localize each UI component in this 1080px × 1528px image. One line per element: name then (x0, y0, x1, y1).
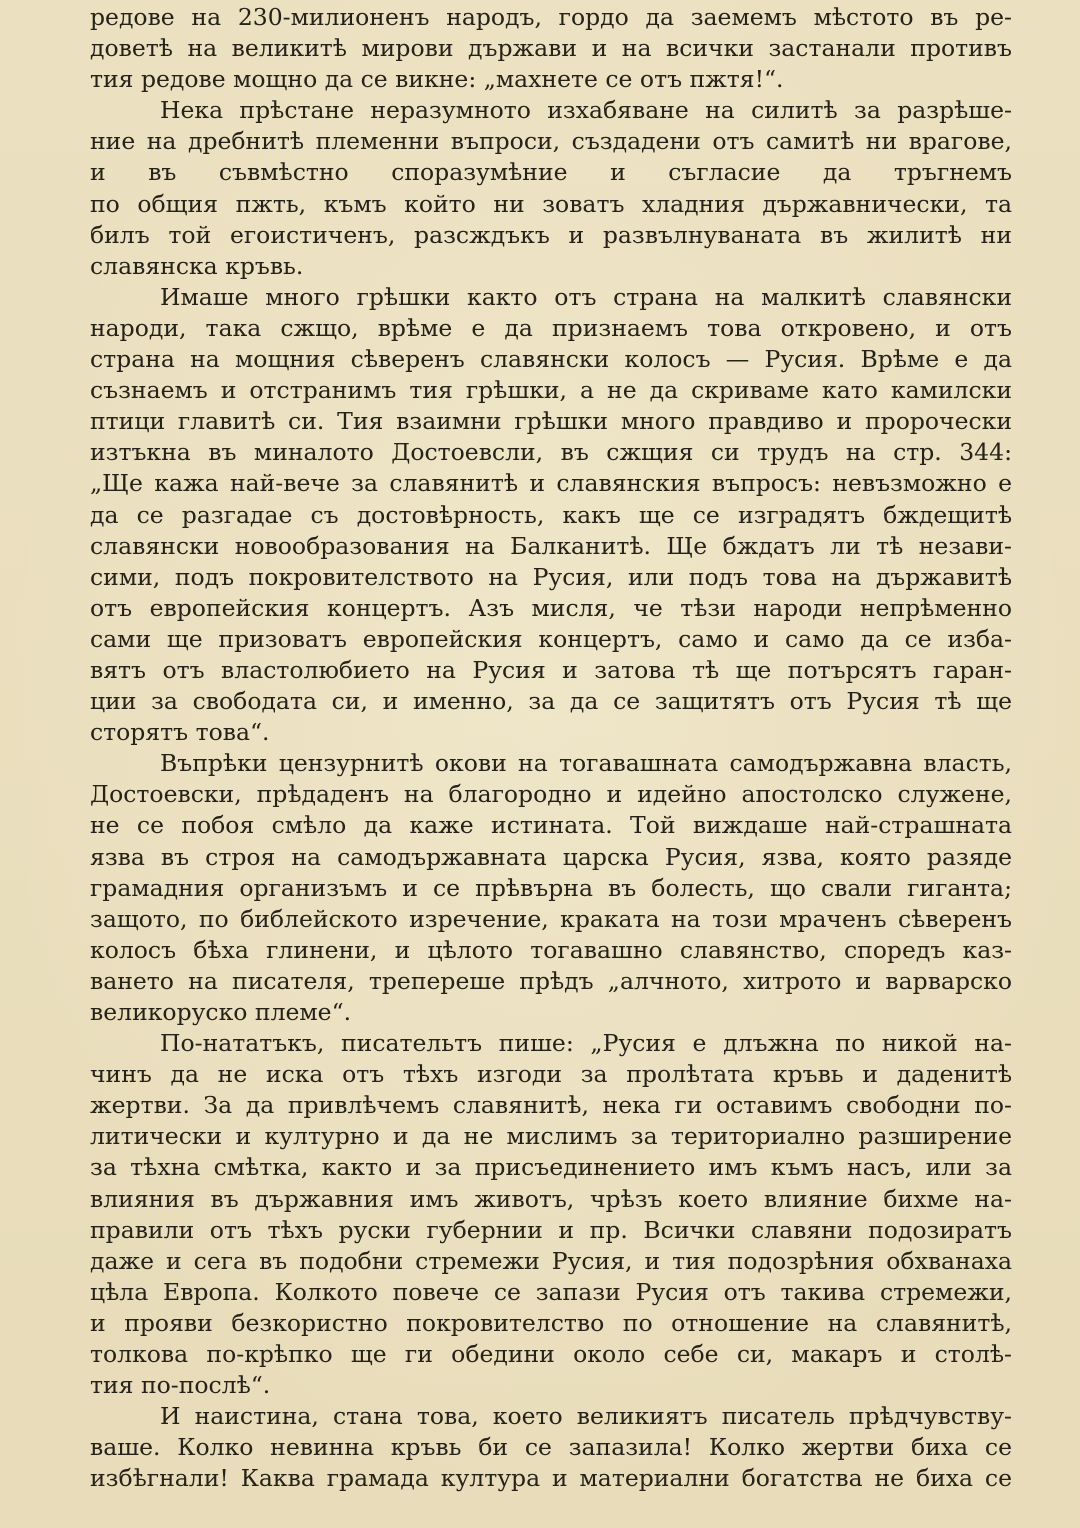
text-line: по общия пжть, къмъ който ни зоватъ хладния държавнически, та (90, 189, 1012, 218)
text-line: отъ европейския концертъ. Азъ мисля, че тѣзи народи непрѣменно (90, 593, 1012, 622)
text-line: влияния въ държавния имъ животъ, чрѣзъ което влияние бихме на- (90, 1184, 1012, 1213)
text-line: правили отъ тѣхъ руски губернии и пр. Всички славяни подозиратъ (90, 1215, 1012, 1244)
text-line: Имаше много грѣшки както отъ страна на малкитѣ славянски (160, 282, 1012, 311)
text-line: за тѣхна смѣтка, както и за присъединението имъ къмъ насъ, или за (90, 1153, 1012, 1182)
paragraph-3 (90, 282, 1012, 748)
paragraph-4 (90, 748, 1012, 1028)
text-line: да се разгадае съ достовѣрность, какъ ще се изградятъ бждещитѣ (90, 500, 1012, 529)
text-line: По-нататъкъ, писательтъ пише: „Русия е длъжна по никой на- (160, 1029, 1012, 1058)
paragraph-2 (90, 95, 1012, 282)
text-line: и въ съвмѣстно споразумѣние и съгласие да тръгнемъ (90, 158, 1012, 187)
text-line: чинъ да не иска отъ тѣхъ изгоди за пролѣтата кръвь и даденитѣ (90, 1060, 1012, 1089)
text-line: толкова по-крѣпко ще ги обедини около себе си, макаръ и столѣ- (90, 1340, 1012, 1369)
paragraph-6 (90, 1401, 1012, 1494)
paragraph-5 (90, 1028, 1012, 1401)
text-line: Въпрѣки цензурнитѣ окови на тогавашната самодържавна власть, (160, 749, 1012, 778)
text-line: и прояви безкористно покровителство по отношение на славянитѣ, (90, 1308, 1012, 1337)
text-line: язва въ строя на самодържавната царска Русия, язва, която разяде (90, 842, 1012, 871)
text-line: великоруско племе“. (90, 998, 352, 1026)
text-line: тия по-послѣ“. (90, 1371, 271, 1400)
text-line: литически и културно и да не мислимъ за териториално разширение (90, 1122, 1012, 1151)
text-line: И наистина, стана това, което великиятъ писатель прѣдчувству- (160, 1402, 1012, 1431)
text-line: грамадния организъмъ и се прѣвърна въ болесть, що свали гиганта; (90, 873, 1012, 902)
text-line: народи, така сжщо, врѣме е да признаемъ това откровено, и отъ (90, 313, 1012, 342)
text-line: ването на писателя, трепереше прѣдъ „алчното, хитрото и варварско (90, 966, 1012, 995)
text-line: сторятъ това“. (90, 718, 270, 747)
text-line: ции за свободата си, и именно, за да се защитятъ отъ Русия тѣ ще (90, 687, 1012, 716)
text-line: билъ той егоистиченъ, разсждъкъ и развълнуваната въ жилитѣ ни (90, 220, 1012, 249)
text-line: тия редове мощно да се викне: „махнете се отъ пжтя!“. (90, 65, 784, 94)
page-body-text (90, 0, 1012, 1495)
text-line: славянски новообразования на Балканитѣ. Ще бждатъ ли тѣ незави- (90, 531, 1012, 560)
text-line: не се побоя смѣло да каже истината. Той виждаше най-страшната (90, 811, 1012, 840)
text-line: сами ще призоватъ европейския концертъ, само и само да се изба- (90, 624, 1012, 653)
text-line: жертви. За да привлѣчемъ славянитѣ, нека ги оставимъ свободни по- (90, 1091, 1012, 1120)
paragraph-1 (90, 2, 1012, 95)
text-line: славянска кръвь. (90, 251, 304, 280)
text-line: Нека прѣстане неразумното изхабяване на силитѣ за разрѣше- (160, 96, 1012, 125)
text-line: защото, по библейското изречение, краката на този мраченъ сѣверенъ (90, 904, 1012, 933)
text-line: цѣла Европа. Колкото повече се запази Русия отъ такива стремежи, (90, 1277, 1012, 1306)
text-line: даже и сега въ подобни стремежи Русия, и тия подозрѣния обхванаха (90, 1246, 1012, 1275)
text-line: ние на дребнитѣ племенни въпроси, създадени отъ самитѣ ни врагове, (90, 127, 1012, 156)
text-line: Достоевски, прѣдаденъ на благородно и идейно апостолско служене, (90, 780, 1012, 809)
text-line: птици главитѣ си. Тия взаимни грѣшки много правдиво и пророчески (90, 407, 1012, 436)
text-line: редове на 230-милионенъ народъ, гордо да заемемъ мѣстото въ ре- (90, 3, 1012, 31)
text-line: „Ще кажа най-вече за славянитѣ и славянския въпросъ: невъзможно е (90, 469, 1012, 498)
text-line: сими, подъ покровителството на Русия, или подъ това на държавитѣ (90, 562, 1012, 591)
text-line: изтъкна въ миналото Достоевсли, въ сжщия си трудъ на стр. 344: (90, 438, 1012, 467)
text-line: ваше. Колко невинна кръвь би се запазила! Колко жертви биха се (90, 1433, 1012, 1462)
text-line: вятъ отъ властолюбието на Русия и затова тѣ ще потърсятъ гаран- (90, 655, 1012, 684)
text-line: доветѣ на великитѣ мирови държави и на всички застанали противъ (90, 34, 1012, 63)
text-line: страна на мощния сѣверенъ славянски колосъ — Русия. Врѣме е да (90, 345, 1012, 374)
text-line: избѣгнали! Каква грамада култура и материални богатства не биха се (90, 1464, 1012, 1493)
text-line: колосъ бѣха глинени, и цѣлото тогавашно славянство, споредъ каз- (90, 935, 1012, 964)
text-line: съзнаемъ и отстранимъ тия грѣшки, а не да скриваме като камилски (90, 376, 1012, 405)
